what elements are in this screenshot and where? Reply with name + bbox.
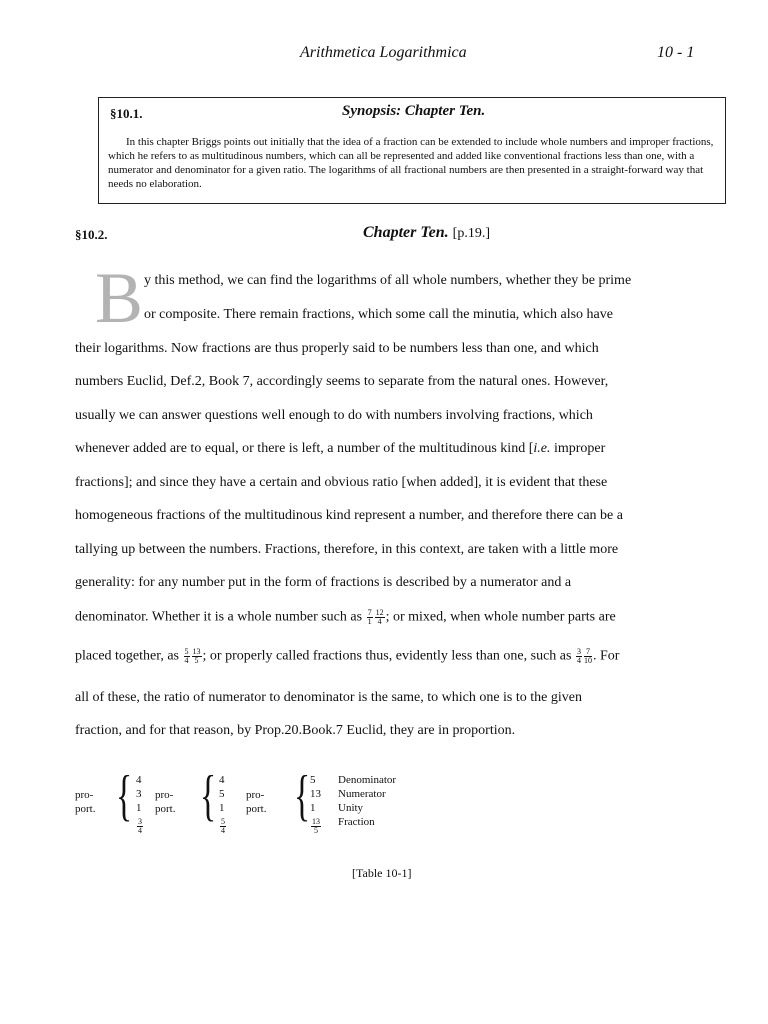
proport-label-bottom: port. bbox=[75, 803, 96, 815]
body-line: or composite. There remain fractions, which some call the minutia, which also have bbox=[144, 307, 613, 322]
body-line: generality: for any number put in the form of fractions is described by a numerator and a bbox=[75, 575, 572, 590]
body-line: homogeneous fractions of the multitudinous kind represent a number, and therefore there can be a bbox=[75, 508, 623, 523]
table-value: 5 bbox=[219, 788, 225, 800]
fraction bbox=[192, 648, 202, 665]
fraction-denominator: 5 bbox=[194, 656, 199, 665]
table-value: 4 bbox=[136, 774, 142, 786]
fraction-denominator: 5 bbox=[314, 825, 318, 835]
synopsis-line: conventional fractions less than one, with a numerator and denominator for a given ratio. The logarithms of all bbox=[108, 150, 695, 176]
fraction bbox=[375, 609, 385, 626]
table-value: 1 bbox=[310, 802, 316, 814]
body-line: tallying up between the numbers. Fractions, therefore, in this context, are taken with a little more bbox=[75, 542, 619, 557]
fraction-numerator: 3 bbox=[138, 816, 142, 826]
fraction-denominator: 4 bbox=[138, 825, 142, 835]
row-label: Fraction bbox=[338, 816, 375, 828]
synopsis-line: improper fractions, which he refers to as multitudinous numbers, which can all be represented and added like bbox=[108, 136, 714, 162]
fraction bbox=[137, 818, 143, 835]
fraction-numerator: 7 bbox=[585, 647, 590, 656]
fraction-denominator: 4 bbox=[221, 825, 225, 835]
drop-cap: B bbox=[95, 258, 144, 338]
fraction-numerator: 3 bbox=[576, 647, 581, 656]
body-text: placed together, as bbox=[75, 648, 183, 664]
table-value: 13 bbox=[310, 788, 321, 800]
brace-icon: { bbox=[200, 765, 217, 827]
table-value: 1 bbox=[136, 802, 142, 814]
table-fraction bbox=[136, 817, 144, 835]
chapter-title: Chapter Ten. bbox=[363, 224, 449, 241]
row-label: Denominator bbox=[338, 774, 397, 786]
table-value: 1 bbox=[219, 802, 225, 814]
chapter-page-ref: [p.19.] bbox=[452, 226, 490, 241]
body-line: fraction, and for that reason, by Prop.20.Book.7 Euclid, they are in proportion. bbox=[75, 723, 516, 738]
body-line: usually we can answer questions well enough to do with numbers involving fractions, which bbox=[75, 408, 593, 423]
proport-label-top: pro- bbox=[75, 789, 94, 801]
body-line: numbers Euclid, Def.2, Book 7, accordingly seems to separate from the natural ones. However, bbox=[75, 374, 609, 389]
fraction bbox=[311, 818, 321, 835]
synopsis-section-number: §10.1. bbox=[110, 106, 143, 121]
body-line: y this method, we can find the logarithms of all whole numbers, whether they be prime bbox=[144, 273, 632, 288]
fraction-numerator: 13 bbox=[192, 647, 201, 656]
body-text: whenever added are to equal, or there is left, a number of the multitudinous kind [ bbox=[75, 441, 534, 456]
page-number: 10 - 1 bbox=[657, 44, 695, 61]
row-label: Numerator bbox=[338, 788, 386, 800]
fraction-numerator: 13 bbox=[312, 816, 320, 826]
table-value: 4 bbox=[219, 774, 225, 786]
body-text: ; or properly called fractions thus, evidently less than one, such as bbox=[202, 648, 575, 664]
fraction-denominator: 4 bbox=[377, 617, 382, 626]
proport-label-bottom: port. bbox=[155, 803, 176, 815]
fraction-numerator: 7 bbox=[367, 608, 372, 617]
fraction-numerator: 12 bbox=[375, 608, 384, 617]
proport-label-bottom: port. bbox=[246, 803, 267, 815]
table-value: 3 bbox=[136, 788, 142, 800]
body-line: all of these, the ratio of numerator to denominator is the same, to which one is to the given bbox=[75, 690, 582, 705]
fraction-denominator: 4 bbox=[576, 656, 581, 665]
proport-label-top: pro- bbox=[246, 789, 265, 801]
fraction-denominator: 4 bbox=[184, 656, 189, 665]
fraction bbox=[367, 609, 373, 626]
synopsis-text bbox=[108, 135, 720, 191]
ie-abbrev: i.e. bbox=[533, 441, 551, 456]
body-line bbox=[75, 441, 605, 457]
fraction bbox=[220, 818, 226, 835]
synopsis-line: In this chapter Briggs points out initially that the idea of a fraction can be extended to include whole numbers and bbox=[126, 136, 627, 148]
table-fraction bbox=[310, 817, 322, 835]
proport-label-top: pro- bbox=[155, 789, 174, 801]
synopsis-title: Synopsis: Chapter Ten. bbox=[342, 103, 486, 119]
running-header-title: Arithmetica Logarithmica bbox=[300, 44, 467, 61]
fraction bbox=[184, 648, 190, 665]
fraction-numerator: 5 bbox=[221, 816, 225, 826]
body-line bbox=[75, 609, 616, 626]
fraction-denominator: 10 bbox=[583, 656, 592, 665]
fraction-denominator: 1 bbox=[367, 617, 372, 626]
chapter-heading bbox=[363, 224, 490, 242]
fraction bbox=[576, 648, 582, 665]
fraction-numerator: 5 bbox=[184, 647, 189, 656]
chapter-section-number: §10.2. bbox=[75, 227, 108, 242]
synopsis-line: fractional numbers are then presented in a straight-forward way that needs no elaboration. bbox=[108, 164, 704, 190]
row-label: Unity bbox=[338, 802, 364, 814]
body-text: . For bbox=[592, 648, 620, 664]
body-text: ; or mixed, when whole number parts are bbox=[385, 609, 616, 625]
body-line: their logarithms. Now fractions are thus properly said to be numbers less than one, and which bbox=[75, 341, 599, 356]
table-fraction bbox=[219, 817, 227, 835]
body-text: improper bbox=[550, 441, 606, 456]
body-text: denominator. Whether it is a whole number such as bbox=[75, 609, 366, 625]
brace-icon: { bbox=[116, 765, 133, 827]
body-line: fractions]; and since they have a certain and obvious ratio [when added], it is evident that these bbox=[75, 475, 608, 490]
brace-icon: { bbox=[294, 765, 311, 827]
table-value: 5 bbox=[310, 774, 316, 786]
body-line bbox=[75, 648, 619, 665]
table-caption: [Table 10-1] bbox=[352, 866, 412, 880]
fraction bbox=[584, 648, 592, 665]
